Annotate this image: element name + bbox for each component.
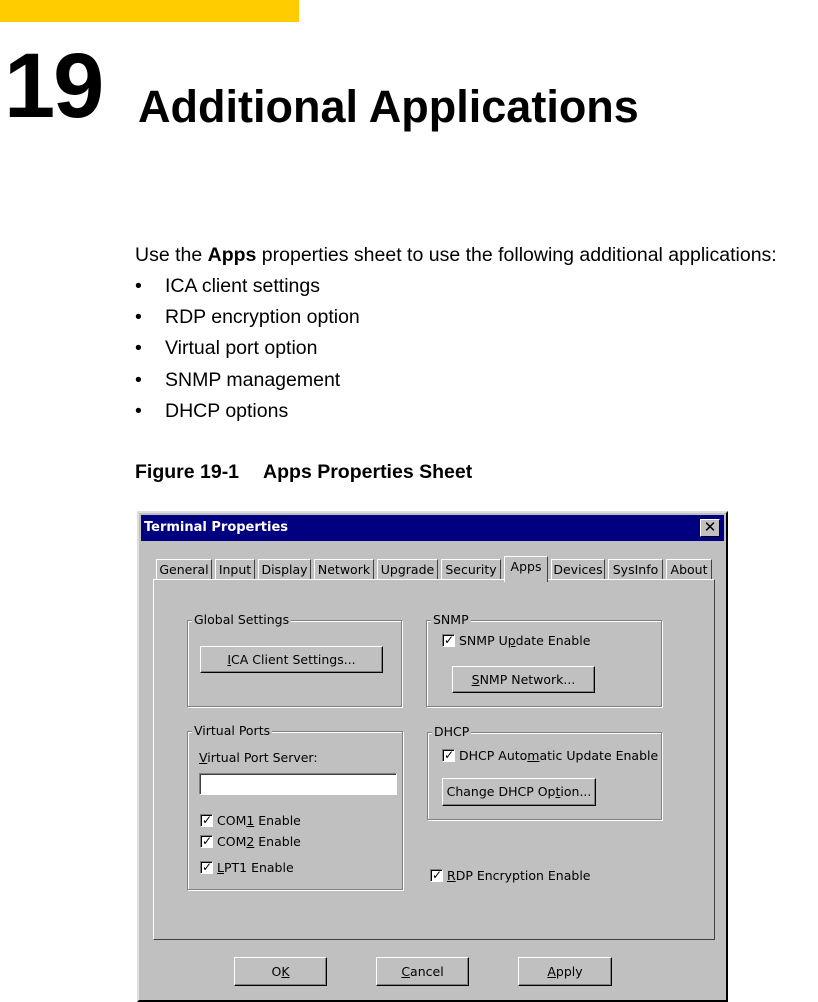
tab-sysinfo[interactable]: SysInfo: [608, 559, 663, 580]
application-list: [135, 275, 360, 431]
terminal-properties-dialog: [137, 511, 728, 1002]
checkbox-checked-icon: [200, 861, 213, 874]
global-settings-group: [187, 612, 402, 707]
dhcp-automatic-update-checkbox[interactable]: ✓DHCP Automatic Update Enable: [442, 748, 658, 764]
snmp-group: [426, 612, 662, 707]
dialog-title: Terminal Properties: [144, 520, 289, 535]
ica-client-settings-button[interactable]: ICA Client Settings...: [200, 646, 383, 673]
rdp-encryption-checkbox[interactable]: ✓RDP Encryption Enable: [430, 868, 590, 884]
close-icon[interactable]: ✕: [700, 519, 720, 537]
tab-security[interactable]: Security: [441, 559, 501, 580]
group-label: Virtual Ports: [194, 723, 271, 738]
apply-button[interactable]: Apply: [518, 957, 612, 986]
com1-enable-checkbox[interactable]: ✓COM1 Enable: [200, 813, 301, 829]
virtual-port-server-label: Virtual Port Server:: [199, 750, 318, 765]
list-item: • DHCP options: [135, 399, 289, 422]
lpt1-enable-checkbox[interactable]: ✓LPT1 Enable: [200, 860, 294, 876]
list-item: • RDP encryption option: [135, 306, 360, 329]
tab-upgrade[interactable]: Upgrade: [377, 559, 438, 580]
tab-input[interactable]: Input: [215, 559, 255, 580]
checkbox-checked-icon: [200, 835, 213, 848]
snmp-update-enable-checkbox[interactable]: ✓SNMP Update Enable: [442, 633, 590, 649]
tab-devices[interactable]: Devices: [551, 559, 605, 580]
list-item: • SNMP management: [135, 368, 341, 391]
tab-general[interactable]: General: [156, 559, 212, 580]
chapter-number: 19: [4, 35, 103, 137]
list-item: • ICA client settings: [135, 275, 320, 297]
figure-caption: Figure 19-1 Apps Properties Sheet: [135, 461, 473, 483]
checkbox-checked-icon: [442, 749, 455, 762]
apps-tab-panel: [153, 579, 715, 940]
group-label: SNMP: [433, 612, 469, 627]
chapter-color-bar: [0, 0, 299, 22]
change-dhcp-option-button[interactable]: Change DHCP Option...: [442, 778, 596, 806]
dialog-titlebar: [141, 515, 724, 541]
virtual-port-server-input[interactable]: [199, 773, 397, 795]
checkbox-checked-icon: [442, 634, 455, 647]
tab-network[interactable]: Network: [314, 559, 374, 580]
cancel-button[interactable]: Cancel: [376, 957, 469, 986]
com2-enable-checkbox[interactable]: ✓COM2 Enable: [200, 834, 301, 850]
group-label: Global Settings: [194, 612, 290, 627]
checkbox-checked-icon: [430, 869, 443, 882]
list-item: • Virtual port option: [135, 337, 318, 360]
group-label: DHCP: [434, 724, 470, 739]
tab-about[interactable]: About: [666, 559, 712, 580]
dhcp-group: [427, 724, 662, 820]
virtual-ports-group: [187, 723, 403, 890]
snmp-network-button[interactable]: SNMP Network...: [452, 666, 595, 693]
checkbox-checked-icon: [200, 814, 213, 827]
intro-paragraph: Use the Apps properties sheet to use the following additional applications:: [135, 244, 777, 266]
tab-display[interactable]: Display: [258, 559, 311, 580]
ok-button[interactable]: OK: [234, 957, 327, 986]
tab-apps[interactable]: Apps: [504, 556, 548, 582]
chapter-title: Additional Applications: [138, 81, 639, 132]
